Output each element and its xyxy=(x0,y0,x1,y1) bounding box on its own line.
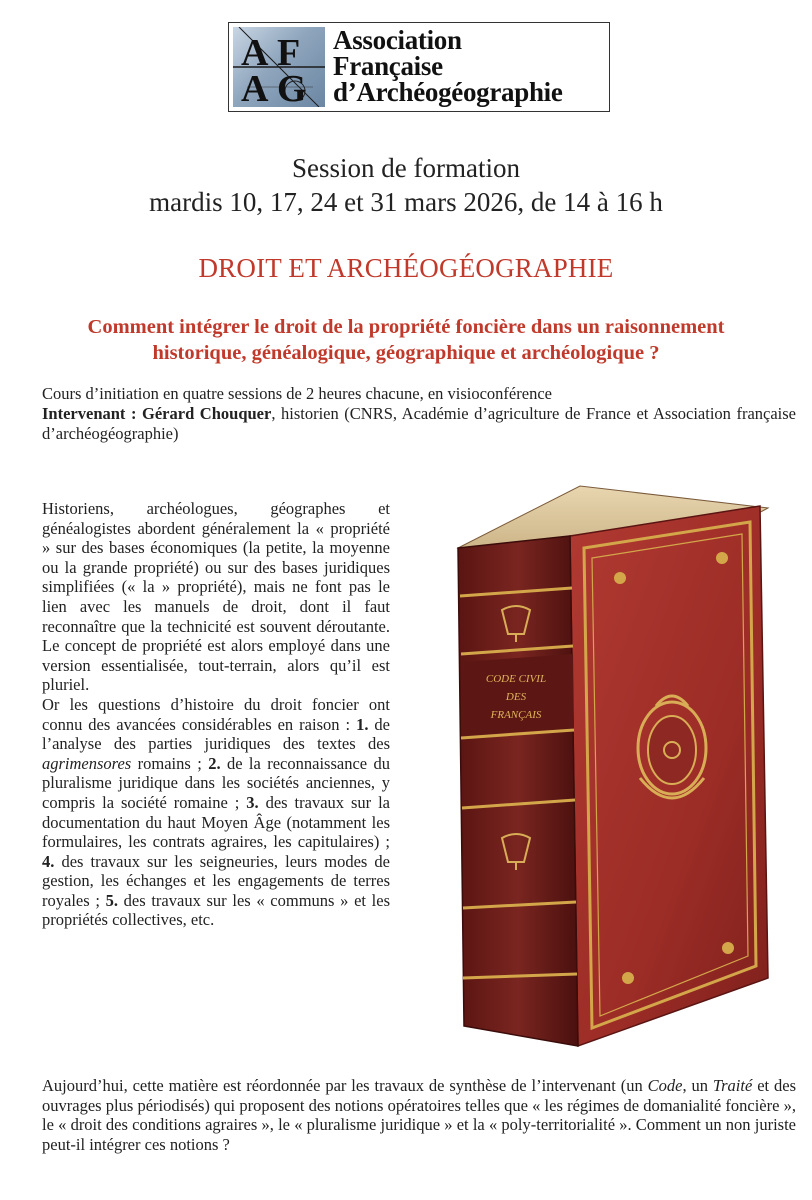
monogram-letter: G xyxy=(277,68,307,107)
subtitle-line1: Comment intégrer le droit de la propriété foncière dans un raisonnement xyxy=(87,316,725,338)
item-number: 5. xyxy=(105,890,118,910)
paragraph-2 xyxy=(42,695,390,930)
item-text: des travaux sur les seigneuries, leurs modes de gestion, les échanges et les engagements de terres royales ; xyxy=(42,851,390,910)
p3-italic: Code xyxy=(647,1076,683,1095)
association-name-line1: Association xyxy=(333,25,462,55)
monogram-letter: F xyxy=(277,32,301,74)
subtitle-line2: historique, généalogique, géographique et archéologique ? xyxy=(152,342,660,364)
session-title: Session de formation xyxy=(292,153,520,183)
item-text: des travaux sur la documentation du haut Moyen Âge (notamment les formulaires, les contrats agraires, les capitulaires) ; xyxy=(42,792,390,852)
spine-title-line3: FRANÇAIS xyxy=(490,709,542,721)
body-text-bottom xyxy=(42,1076,796,1154)
item-number: 2. xyxy=(208,753,221,773)
speaker-description: , historien (CNRS, Académie d’agriculture de France et Association française d’archéogéographie) xyxy=(42,404,796,443)
monogram-letter: A xyxy=(241,32,269,74)
paragraph-3 xyxy=(42,1076,796,1154)
page-title: DROIT ET ARCHÉOGÉOGRAPHIE xyxy=(198,253,614,283)
speaker-label: Intervenant : Gérard Chouquer xyxy=(42,404,272,423)
item-text: de la reconnaissance du pluralisme juridique dans les sociétés anciennes, y compris la société romaine ; xyxy=(42,753,391,812)
association-name-line3: d’Archéogéographie xyxy=(333,77,563,107)
association-name xyxy=(333,27,563,105)
p2-intro: Or les questions d’histoire du droit foncier ont connu des avancées considérables en raison : xyxy=(42,694,390,734)
course-intro xyxy=(42,384,796,444)
p3-italic: Traité xyxy=(712,1076,753,1095)
speaker-info xyxy=(42,404,796,444)
association-name-line2: Française xyxy=(333,51,443,81)
item-text: des travaux sur les « communs » et les propriétés collectives, etc. xyxy=(42,890,390,930)
item-number: 1. xyxy=(356,714,369,734)
session-dates: mardis 10, 17, 24 et 31 mars 2026, de 14 à 16 h xyxy=(149,187,663,217)
course-description: Cours d’initiation en quatre sessions de 2 heures chacune, en visioconférence xyxy=(42,384,552,403)
p3-text: et des ouvrages plus périodisés) qui proposent des notions opératoires telles que « les régimes de domanialité foncière », le « droit des conditions agraires », le « pluralisme juridique » et la « poly-territorialité ». Comment un non juriste peut-il intégrer ces notions ? xyxy=(42,1076,797,1154)
monogram-letter: A xyxy=(241,68,269,107)
subtitle xyxy=(0,314,812,366)
item-text: romains ; xyxy=(131,753,209,773)
item-number: 4. xyxy=(42,851,55,871)
item-text: de l’analyse des parties juridiques des textes des xyxy=(42,714,390,754)
p3-text: Aujourd’hui, cette matière est réordonnée par les travaux de synthèse de l’intervenant (un xyxy=(42,1076,648,1095)
p3-text: , un xyxy=(682,1076,713,1095)
book-image xyxy=(450,478,772,1048)
afag-monogram xyxy=(233,27,325,107)
spine-title-line1: CODE CIVIL xyxy=(485,673,547,685)
item-number: 3. xyxy=(246,792,259,812)
spine-title-line2: DES xyxy=(505,691,527,703)
body-text-column xyxy=(42,499,390,930)
association-logo xyxy=(228,22,610,112)
item-italic: agrimensores xyxy=(42,753,132,773)
paragraph-1: Historiens, archéologues, géographes et généalogistes abordent généralement la « propriété » sur des bases économiques (la petite, la moyenne ou la grande propriété) ou sur des bases juridiques simplifiées (« la » propriété), mais ne font pas le lien avec les manuels de droit, dont il faut reconnaître que la technicité est souvent déroutante. Le concept de propriété est alors employé dans une version essentialisée, tout-terrain, alors qu’il est pluriel. xyxy=(42,499,390,695)
